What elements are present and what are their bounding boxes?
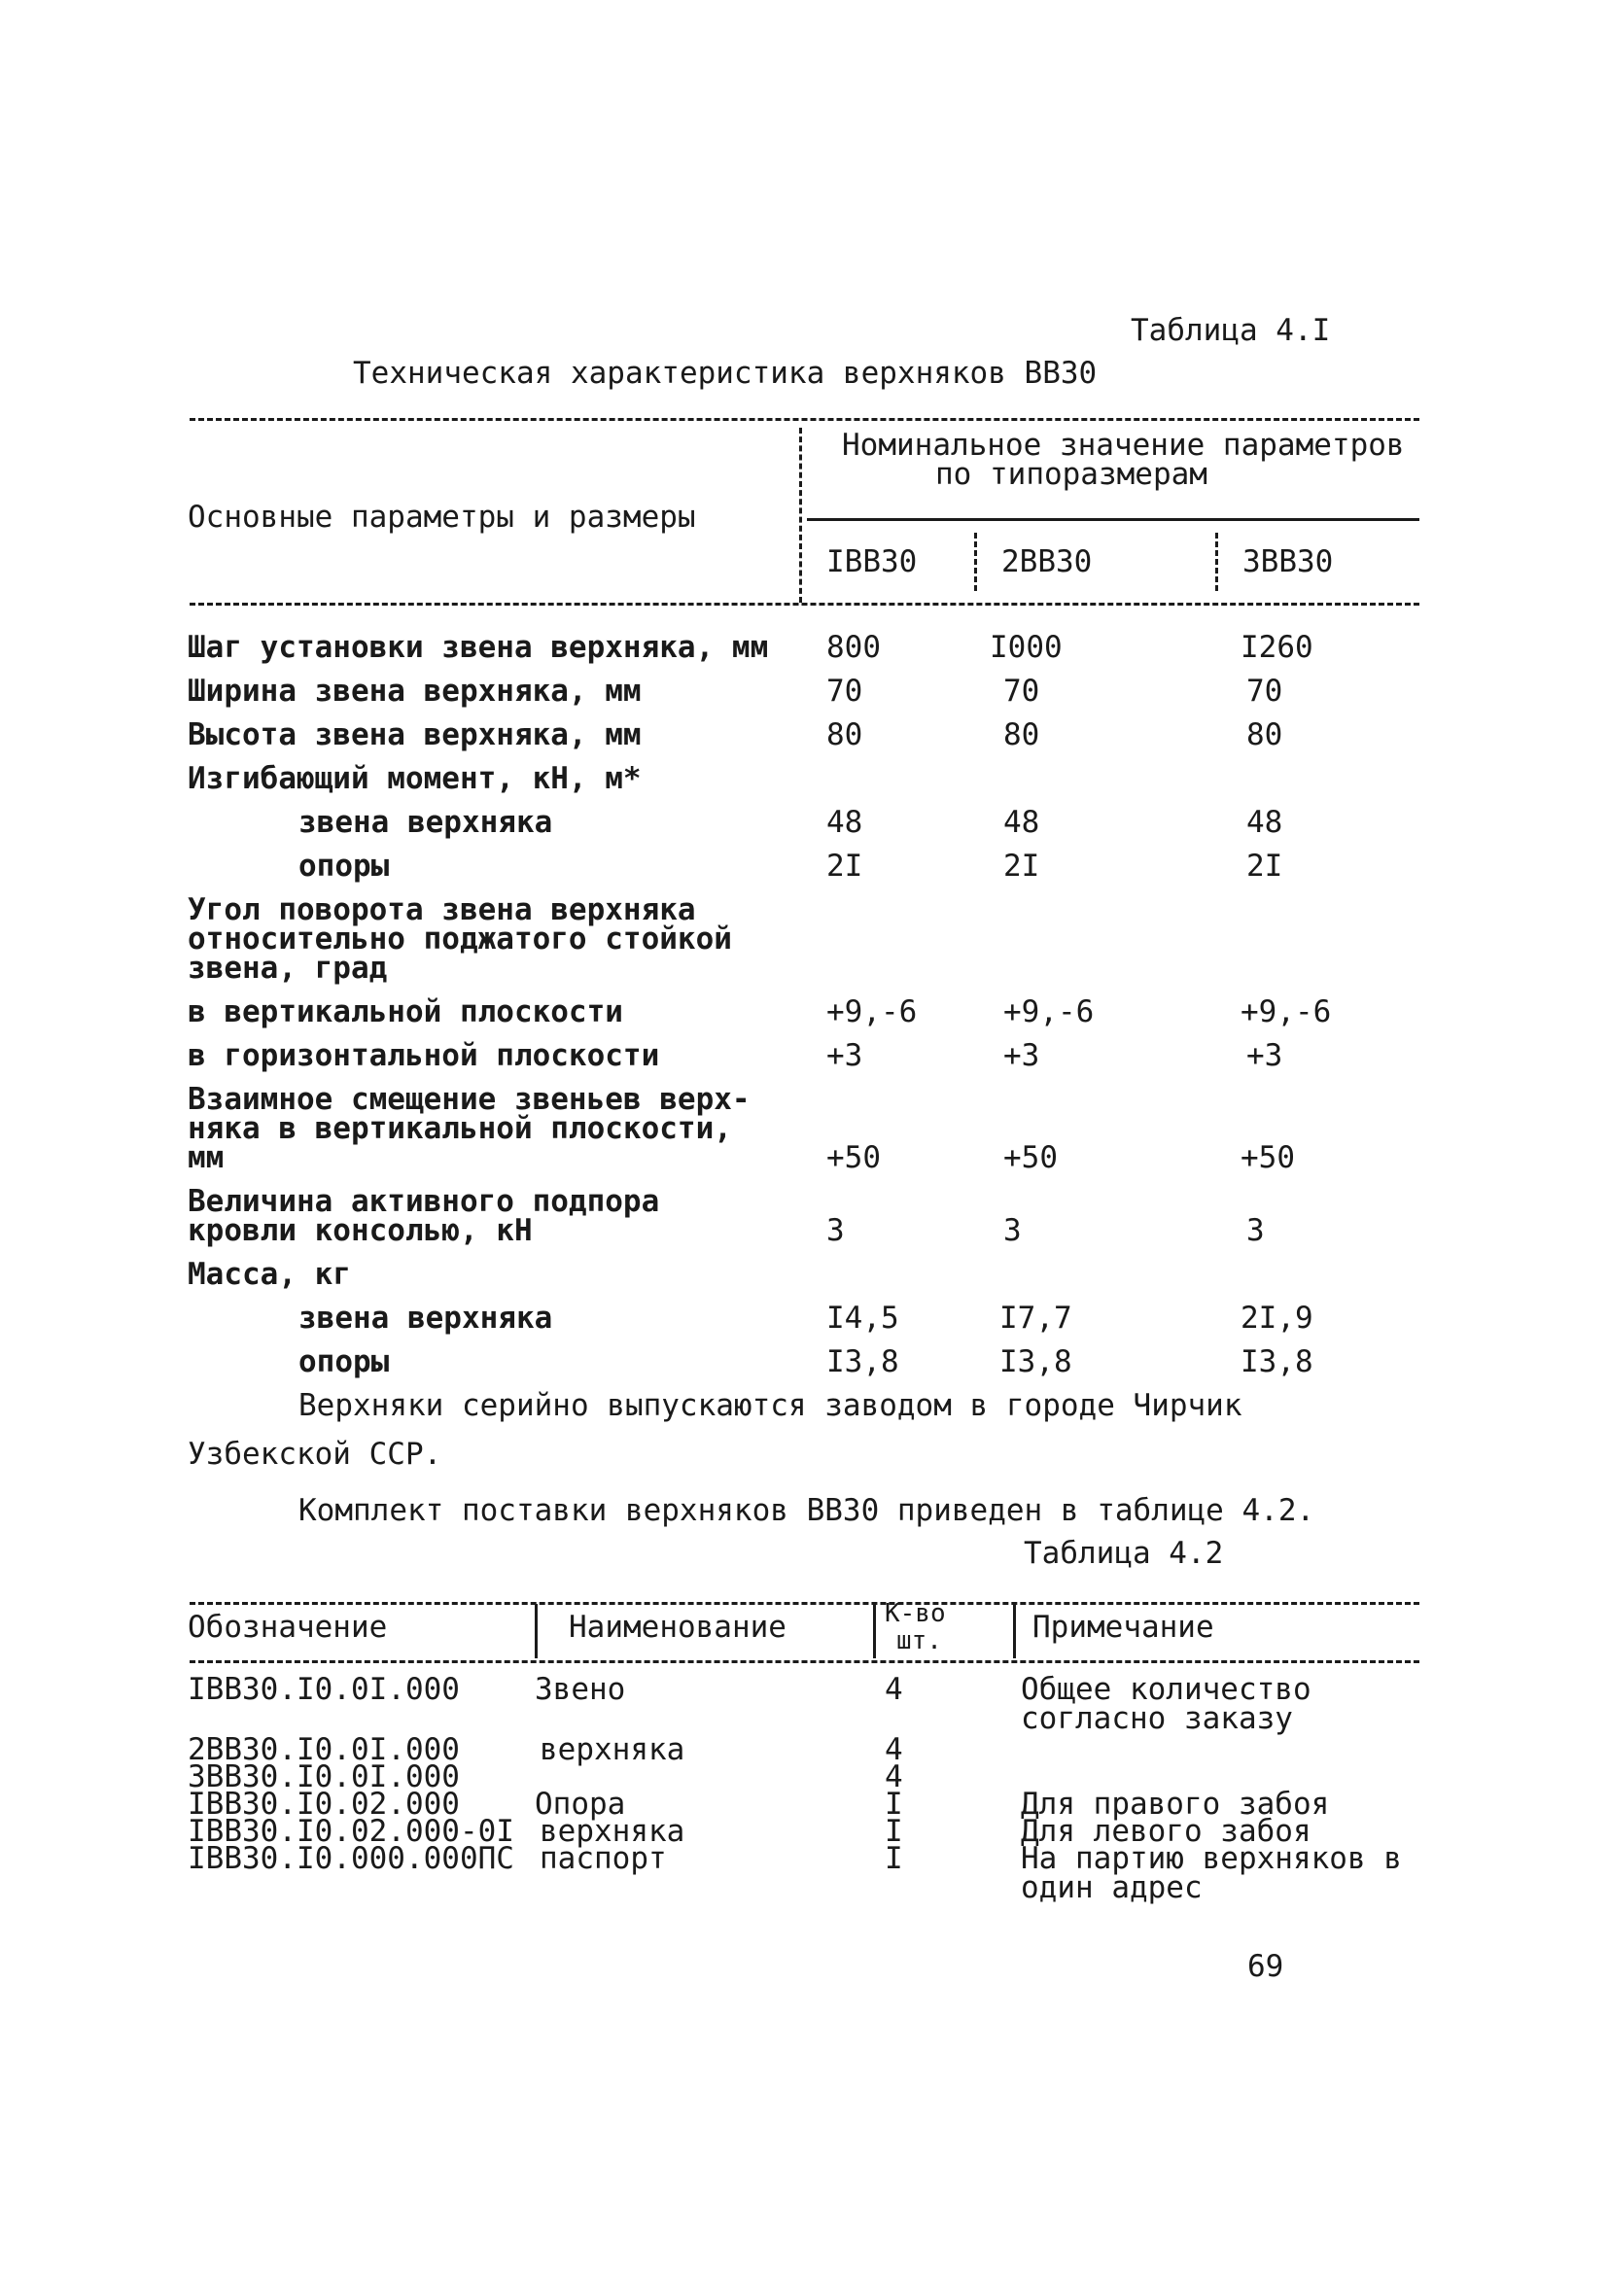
table2-col-divider-2 — [873, 1604, 876, 1658]
table1-row-label: относительно поджатого стойкой — [188, 922, 732, 957]
table1-col-divider-2 — [1215, 533, 1218, 591]
table1-cell: I3,8 — [1241, 1344, 1313, 1379]
table1-header-group-line2: по типоразмерам — [935, 457, 1207, 492]
table1-row-label: Ширина звена верхняка, мм — [188, 674, 642, 709]
table2-top-rule — [190, 1602, 1419, 1605]
table1-cell: 70 — [826, 674, 863, 709]
table1-top-rule — [190, 418, 1419, 421]
table2-note: На партию верхняков в — [1021, 1841, 1402, 1876]
table1-col-divider-1 — [974, 533, 977, 591]
table1-cell: 2I — [826, 849, 863, 884]
table1-cell: +3 — [1246, 1038, 1283, 1073]
table1-row-label: опоры — [298, 1344, 390, 1379]
table2-code: IВВ30.I0.0I.000 — [188, 1672, 460, 1707]
table1-header-bottom-rule — [190, 603, 1419, 606]
table1-row-label: звена верхняка — [298, 805, 553, 840]
table2-note: Для правого забоя — [1021, 1787, 1330, 1822]
table1-row-label: мм — [188, 1140, 225, 1175]
table2-name: Опора — [535, 1787, 626, 1822]
table2-qty: 4 — [885, 1759, 903, 1794]
table1-cell: +50 — [1003, 1140, 1058, 1175]
table2-code: IВВ30.I0.02.000 — [188, 1787, 460, 1822]
table1-cell: +3 — [1003, 1038, 1040, 1073]
table1-col-header-3: 3ВВ30 — [1242, 544, 1334, 579]
table1-cell: 3 — [1246, 1213, 1265, 1248]
paragraph-line: Верхняки серийно выпускаются заводом в городе Чирчик — [298, 1388, 1242, 1423]
table2-header-note: Примечание — [1032, 1610, 1214, 1645]
table1-row-label: звена, град — [188, 951, 388, 986]
table1-cell: 80 — [826, 717, 863, 752]
table1-row-label: Угол поворота звена верхняка — [188, 892, 696, 927]
page-number: 69 — [1247, 1949, 1284, 1984]
table1-row-label: Величина активного подпора — [188, 1184, 660, 1219]
table2-qty: I — [885, 1814, 903, 1849]
table1-cell: 80 — [1003, 717, 1040, 752]
table1-row-label: Высота звена верхняка, мм — [188, 717, 642, 752]
table2-qty: 4 — [885, 1672, 903, 1707]
table1-row-label: няка в вертикальной плоскости, — [188, 1111, 732, 1146]
table1-row-label: Масса, кг — [188, 1257, 351, 1292]
table2-qty: I — [885, 1787, 903, 1822]
table1-cell: +9,-6 — [1003, 994, 1095, 1029]
table2-header-name: Наименование — [569, 1610, 787, 1645]
table1-header-main: Основные параметры и размеры — [188, 500, 696, 535]
table1-cell: +3 — [826, 1038, 863, 1073]
table1-row-label: в вертикальной плоскости — [188, 994, 623, 1029]
table2-header-qty: К-во — [885, 1599, 946, 1628]
table1-row-label: в горизонтальной плоскости — [188, 1038, 660, 1073]
table1-cell: 2I,9 — [1241, 1301, 1313, 1336]
table1-cell: I3,8 — [826, 1344, 899, 1379]
table2-name: верхняка — [540, 1814, 685, 1849]
table1-cell: I4,5 — [826, 1301, 899, 1336]
table1-cell: 3 — [826, 1213, 845, 1248]
table1-cell: 3 — [1003, 1213, 1022, 1248]
table1-col-header-1: IВВ30 — [826, 544, 918, 579]
table1-row-label: Изгибающий момент, кН, м* — [188, 761, 642, 796]
table1-header-group-line1: Номинальное значение параметров — [842, 428, 1405, 463]
table1-cell: I7,7 — [999, 1301, 1072, 1336]
table2-code: IВВ30.I0.02.000-0I — [188, 1814, 514, 1849]
table2-header-code: Обозначение — [188, 1610, 388, 1645]
paragraph-line: Узбекской ССР. — [188, 1437, 442, 1472]
table2-col-divider-1 — [535, 1604, 538, 1658]
table1-cell: 80 — [1246, 717, 1283, 752]
table1-cell: 2I — [1246, 849, 1283, 884]
table2-header-bottom-rule — [190, 1660, 1419, 1663]
table1-cell: 48 — [1246, 805, 1283, 840]
table1-cell: I000 — [990, 630, 1063, 665]
table1-cell: I3,8 — [999, 1344, 1072, 1379]
table2-note: Для левого забоя — [1021, 1814, 1311, 1849]
table1-row-label: кровли консолью, кН — [188, 1213, 533, 1248]
table1-cell: I260 — [1241, 630, 1313, 665]
table2-qty: I — [885, 1841, 903, 1876]
table1-cell: +9,-6 — [1241, 994, 1332, 1029]
table2-caption: Таблица 4.2 — [1024, 1536, 1224, 1571]
table1-cell: +50 — [1241, 1140, 1295, 1175]
table2-header-qty-unit: шт. — [896, 1626, 942, 1655]
table1-header-divider — [799, 428, 802, 603]
table2-note: один адрес — [1021, 1870, 1203, 1905]
table1-row-label: звена верхняка — [298, 1301, 553, 1336]
table1-cell: 70 — [1246, 674, 1283, 709]
table1-row-label: Взаимное смещение звеньев верх- — [188, 1082, 751, 1117]
table2-name: паспорт — [540, 1841, 667, 1876]
table1-caption: Таблица 4.I — [1131, 313, 1331, 348]
table1-group-rule — [807, 518, 1419, 521]
table2-code: 3ВВ30.I0.0I.000 — [188, 1759, 460, 1794]
table1-cell: 48 — [826, 805, 863, 840]
table2-col-divider-3 — [1013, 1604, 1016, 1658]
table1-row-label: опоры — [298, 849, 390, 884]
table2-name: Звено — [535, 1672, 626, 1707]
table2-note: согласно заказу — [1021, 1701, 1293, 1736]
table1-cell: 70 — [1003, 674, 1040, 709]
paragraph-line: Комплект поставки верхняков ВВ30 приведен в таблице 4.2. — [298, 1493, 1315, 1528]
table1-cell: +50 — [826, 1140, 881, 1175]
table2-qty: 4 — [885, 1732, 903, 1767]
table1-cell: +9,-6 — [826, 994, 918, 1029]
table1-cell: 48 — [1003, 805, 1040, 840]
table1-row-label: Шаг установки звена верхняка, мм — [188, 630, 769, 665]
table2-note: Общее количество — [1021, 1672, 1311, 1707]
table1-cell: 800 — [826, 630, 881, 665]
table1-cell: 2I — [1003, 849, 1040, 884]
table2-code: IВВ30.I0.000.000ПС — [188, 1841, 514, 1876]
table1-title: Техническая характеристика верхняков ВВ30 — [353, 356, 1098, 391]
table2-code: 2ВВ30.I0.0I.000 — [188, 1732, 460, 1767]
table1-col-header-2: 2ВВ30 — [1001, 544, 1093, 579]
table2-name: верхняка — [540, 1732, 685, 1767]
